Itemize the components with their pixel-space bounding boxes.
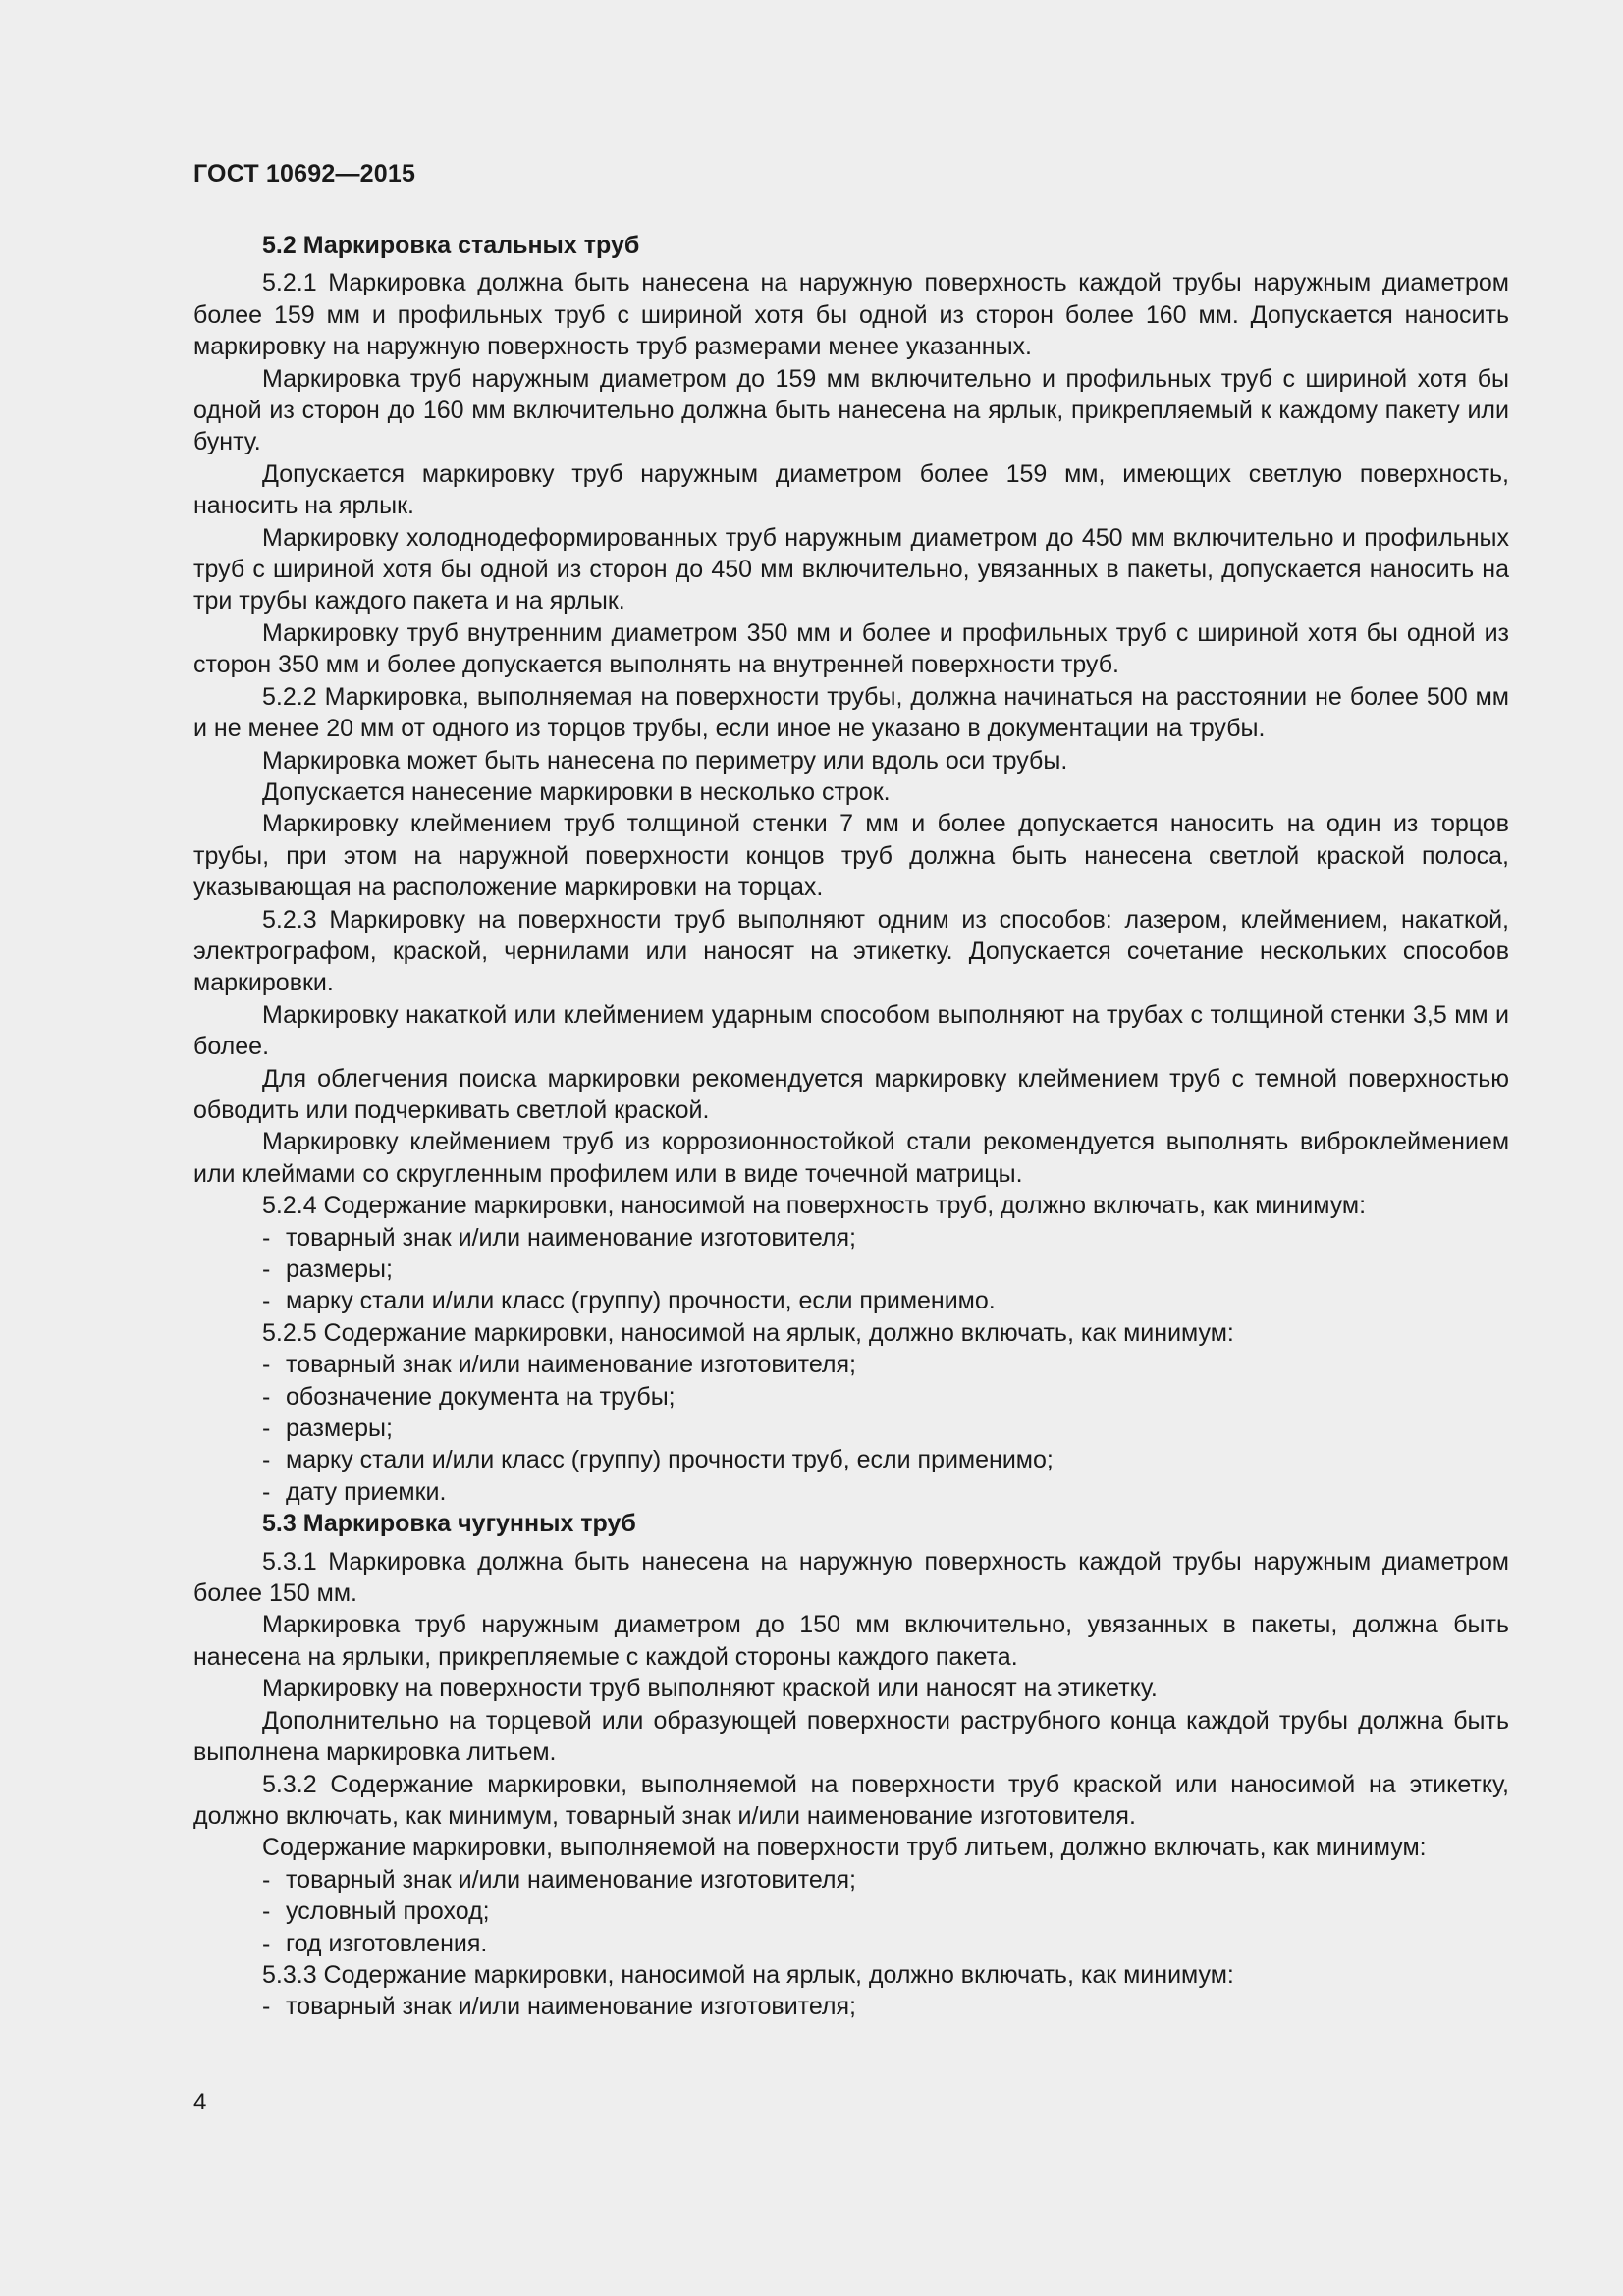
paragraph: Маркировка может быть нанесена по периметру или вдоль оси трубы. xyxy=(262,746,1068,774)
list-item xyxy=(193,1928,1509,1959)
list-item xyxy=(193,1896,1509,1927)
list-item xyxy=(193,1991,1509,2022)
paragraph: Допускается нанесение маркировки в несколько строк. xyxy=(262,777,891,806)
paragraph: 5.2.1 Маркировка должна быть нанесена на наружную поверхность каждой трубы наружным диаметром более 159 мм и профильных труб с шириной хотя бы одной из сторон более 160 мм. Допускается наносить маркировку на наружную поверхность труб размерами менее указанных. xyxy=(193,269,1509,361)
list-item-text: обозначение документа на трубы; xyxy=(286,1382,676,1411)
paragraph: 5.3.3 Содержание маркировки, наносимой на ярлык, должно включать, как минимум: xyxy=(262,1960,1234,1989)
paragraph: Маркировка труб наружным диаметром до 159 мм включительно и профильных труб с шириной хотя бы одной из сторон до 160 мм включительно должна быть нанесена на ярлык, прикрепляемый к каждому пакету или бунту. xyxy=(193,364,1509,456)
paragraph: 5.3.1 Маркировка должна быть нанесена на наружную поверхность каждой трубы наружным диаметром более 150 мм. xyxy=(193,1547,1509,1608)
list-marker: - xyxy=(262,1415,271,1443)
list-marker: - xyxy=(262,1929,271,1957)
list-item-text: товарный знак и/или наименование изготовителя; xyxy=(286,1993,856,2021)
list-marker: - xyxy=(262,1287,271,1315)
list-item-text: размеры; xyxy=(286,1415,393,1443)
paragraph: 5.2.4 Содержание маркировки, наносимой на поверхность труб, должно включать, как минимум: xyxy=(262,1192,1367,1220)
paragraph: Для облегчения поиска маркировки рекомендуется маркировку клеймением труб с темной поверхностью обводить или подчеркивать светлой краской. xyxy=(193,1064,1509,1124)
list-marker: - xyxy=(262,1993,271,2021)
paragraph: 5.3.2 Содержание маркировки, выполняемой на поверхности труб краской или наносимой на этикетку, должно включать, как минимум, товарный знак и/или наименование изготовителя. xyxy=(193,1770,1509,1830)
list-item xyxy=(193,1285,1509,1316)
list-marker: - xyxy=(262,1446,271,1474)
list-marker: - xyxy=(262,1351,271,1379)
list-marker: - xyxy=(262,1865,271,1894)
paragraph: Маркировку клеймением труб толщиной стенки 7 мм и более допускается наносить на один из торцов трубы, при этом на наружной поверхности концов труб должна быть нанесена светлой краской полоса, указывающая на расположение маркировки на торцах. xyxy=(193,810,1509,902)
section-heading: 5.3 Маркировка чугунных труб xyxy=(262,1510,636,1538)
list-marker: - xyxy=(262,1255,271,1283)
paragraph: 5.2.5 Содержание маркировки, наносимой на ярлык, должно включать, как минимум: xyxy=(262,1318,1234,1347)
list-marker: - xyxy=(262,1477,271,1506)
list-item-text: товарный знак и/или наименование изготовителя; xyxy=(286,1351,856,1379)
list-marker: - xyxy=(262,1382,271,1411)
paragraph: 5.2.3 Маркировку на поверхности труб выполняют одним из способов: лазером, клеймением, накаткой, электрографом, краской, чернилами или наносят на этикетку. Допускается сочетание нескольких способов маркировки. xyxy=(193,905,1509,997)
paragraph: Допускается маркировку труб наружным диаметром более 159 мм, имеющих светлую поверхность, наносить на ярлык. xyxy=(193,459,1509,520)
paragraph: Маркировку на поверхности труб выполняют краской или наносят на этикетку. xyxy=(262,1675,1158,1703)
paragraph: Дополнительно на торцевой или образующей поверхности раструбного конца каждой трубы должна быть выполнена маркировка литьем. xyxy=(193,1706,1509,1767)
list-item-text: товарный знак и/или наименование изготовителя; xyxy=(286,1865,856,1894)
list-item xyxy=(193,1349,1509,1380)
list-item-text: условный проход; xyxy=(286,1897,490,1926)
list-item xyxy=(193,1413,1509,1444)
section-heading: 5.2 Маркировка стальных труб xyxy=(262,232,640,259)
page-number: 4 xyxy=(193,2089,207,2115)
document-body xyxy=(193,230,1509,2023)
list-item-text: год изготовления. xyxy=(286,1929,488,1957)
list-item xyxy=(193,1476,1509,1508)
paragraph: Маркировку накаткой или клеймением ударным способом выполняют на трубах с толщиной стенки 3,5 мм и более. xyxy=(193,1000,1509,1061)
list-item xyxy=(193,1381,1509,1413)
list-item-text: дату приемки. xyxy=(286,1477,447,1506)
paragraph: Содержание маркировки, выполняемой на поверхности труб литьем, должно включать, как минимум: xyxy=(262,1834,1427,1862)
list-marker: - xyxy=(262,1223,271,1252)
list-item xyxy=(193,1254,1509,1285)
list-item-text: марку стали и/или класс (группу) прочности труб, если применимо; xyxy=(286,1446,1054,1474)
list-marker: - xyxy=(262,1897,271,1926)
paragraph: Маркировку клеймением труб из коррозионностойкой стали рекомендуется выполнять виброклеймением или клеймами со скругленным профилем или в виде точечной матрицы. xyxy=(193,1128,1509,1188)
list-item-text: размеры; xyxy=(286,1255,393,1283)
list-item xyxy=(193,1864,1509,1896)
paragraph: Маркировку труб внутренним диаметром 350 мм и более и профильных труб с шириной хотя бы одной из сторон 350 мм и более допускается выполнять на внутренней поверхности труб. xyxy=(193,618,1509,679)
list-item xyxy=(193,1222,1509,1254)
paragraph: Маркировку холоднодеформированных труб наружным диаметром до 450 мм включительно и профильных труб с шириной хотя бы одной из сторон до 450 мм включительно, увязанных в пакеты, допускается наносить на три трубы каждого пакета и на ярлык. xyxy=(193,523,1509,615)
paragraph: Маркировка труб наружным диаметром до 150 мм включительно, увязанных в пакеты, должна быть нанесена на ярлыки, прикрепляемые с каждой стороны каждого пакета. xyxy=(193,1611,1509,1671)
list-item xyxy=(193,1444,1509,1475)
paragraph: 5.2.2 Маркировка, выполняемая на поверхности трубы, должна начинаться на расстоянии не более 500 мм и не менее 20 мм от одного из торцов трубы, если иное не указано в документации на трубы. xyxy=(193,682,1509,743)
list-item-text: товарный знак и/или наименование изготовителя; xyxy=(286,1223,856,1252)
document-header: ГОСТ 10692—2015 xyxy=(193,160,416,187)
list-item-text: марку стали и/или класс (группу) прочности, если применимо. xyxy=(286,1287,996,1315)
